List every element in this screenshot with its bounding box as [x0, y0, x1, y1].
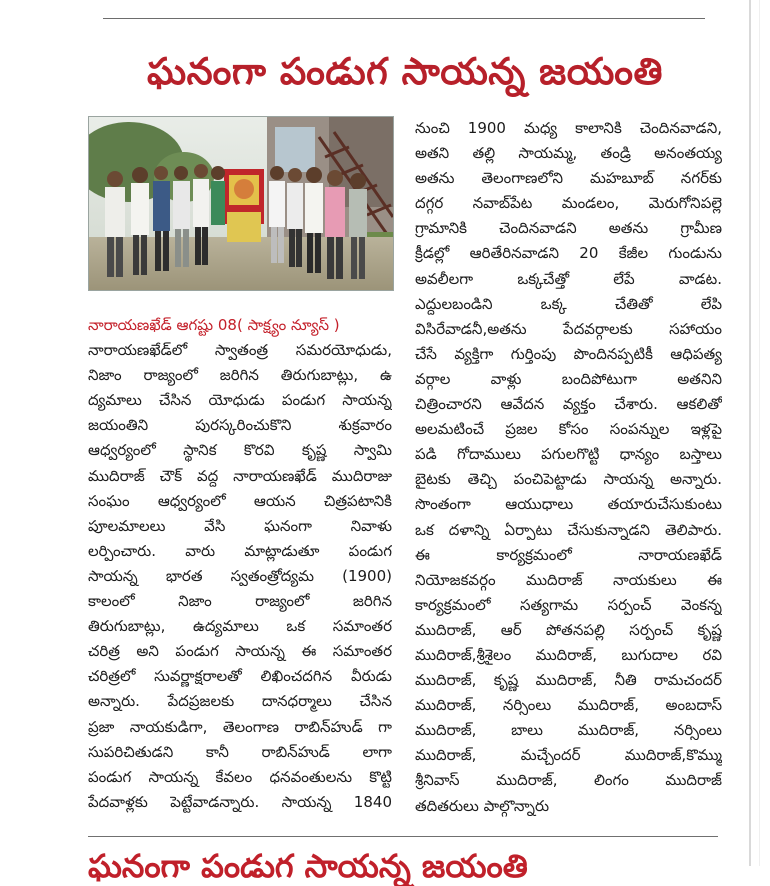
- page-edge: [749, 0, 751, 866]
- text-line: నిజాం రాజ్యంలో జరిగిన తిరుగుబాట్లు, ఉ: [88, 366, 392, 385]
- text-line: జయంతిని పురస్కరించుకొని శుక్రవారం: [88, 416, 392, 435]
- right-column: [415, 116, 722, 819]
- text-line: కార్యక్రమంలో సత్యగామ సర్పంచ్ వెంకన్న: [415, 595, 722, 614]
- left-column: [88, 313, 392, 815]
- text-line: ద్యమాలు చేసిన యోధుడు పండుగ సాయన్న: [88, 391, 392, 410]
- text-line: ప్రజా నాయకుడిగా, తెలంగాణ రాబిన్‌హుడ్ గా: [88, 717, 392, 736]
- text-line: సంఘం ఆధ్వర్యంలో ఆయన చిత్రపటానికి: [88, 491, 392, 510]
- text-line: లర్పించారు. వారు మాట్లాడుతూ పండుగ: [88, 541, 392, 560]
- text-line: ముదిరాజ్, ఆర్ పోతనపల్లి సర్పంచ్ కృష్ణ: [415, 620, 722, 639]
- text-line: ఈ కార్యక్రమంలో నారాయణఖేడ్: [415, 545, 722, 564]
- page-edge-shadow: [759, 0, 760, 866]
- text-line: అవలీలగా ఒక్కచేత్తో లేపే వాడట.: [415, 269, 722, 288]
- dateline: నారాయణఖేడ్ ఆగష్టు 08( సాక్ష్యం న్యూస్ ): [88, 316, 340, 334]
- text-line: చిత్రించారని ఆవేదన వ్యక్తం చేశారు. ఆకలితో: [415, 395, 722, 414]
- text-line: విసిరేవాడనీ,అతను పేదవర్గాలకు సహాయం: [415, 319, 722, 338]
- text-line: ముదిరాజ్, నర్సింలు ముదిరాజ్, అంబదాస్: [415, 696, 722, 715]
- text-line: నుంచి 1900 మధ్య కాలానికి చెందినవాడని,: [415, 119, 722, 137]
- text-line: పండుగ సాయన్న కేవలం ధనవంతులను కొట్టి: [88, 767, 392, 786]
- bottom-divider: [88, 836, 718, 837]
- text-line: ఆధ్వర్యంలో స్థానిక కొరవి కృష్ణ స్వామి: [88, 441, 392, 460]
- text-line: సాయన్న భారత స్వతంత్రోద్యమ (1900): [88, 566, 392, 585]
- text-line: ఎద్దులబండిని ఒక్క చేతితో లేపి: [415, 294, 722, 313]
- text-line: ముదిరాజ్, మచ్చేందర్ ముదిరాజ్,కొమ్ము: [415, 746, 722, 765]
- text-line: అతని తల్లి సాయమ్మ, తండ్రి అనంతయ్య: [415, 144, 722, 163]
- text-line: చేసే వ్యక్తిగా గుర్తింపు పొందినప్పటికీ ఆధిపత్య: [415, 344, 722, 363]
- top-divider: [103, 18, 705, 19]
- text-line: గ్రామానికి చెందినవాడని అతను గ్రామీణ: [415, 219, 722, 238]
- text-line: ముదిరాజ్, బాలు ముదిరాజ్, నర్సింలు: [415, 721, 722, 740]
- text-line: చరిత్రలో సువర్ణాక్షరాలతో లిఖించదగిన వీరుడు: [88, 667, 392, 686]
- text-line: నారాయణఖేడ్‌లో స్వాతంత్ర సమరయోధుడు,: [88, 341, 392, 360]
- text-line: కాలంలో నిజాం రాజ్యంలో జరిగిన: [88, 592, 392, 611]
- text-line: పేదవాళ్లకు పెట్టేవాడన్నారు. సాయన్న 1840: [88, 792, 392, 811]
- next-article-headline: ఘనంగా పండుగ సాయన్న జయంతి: [88, 847, 528, 885]
- article-headline: ఘనంగా పండుగ సాయన్న జయంతి: [147, 50, 663, 93]
- news-photo: [88, 116, 394, 291]
- text-line: నియోజకవర్గం ముదిరాజ్ నాయకులు ఈ: [415, 570, 722, 589]
- text-line: తిరుగుబాట్లు, ఉద్యమాలు ఒక సమాంతర: [88, 617, 392, 636]
- text-line: చరిత్ర అని పండుగ సాయన్న ఈ సమాంతర: [88, 642, 392, 661]
- text-line: అతను తెలంగాణలోని మహబూబ్ నగర్‌కు: [415, 169, 722, 188]
- text-line: ఒక దళాన్ని ఏర్పాటు చేసుకున్నాడని తెలిపారు.: [415, 520, 722, 539]
- text-line: పూలమాలలు వేసి ఘనంగా నివాళు: [88, 516, 392, 535]
- text-line: పడి గోదాములు పగులగొట్టి ధాన్యం బస్తాలు: [415, 445, 722, 464]
- text-line: శ్రీనివాస్ ముదిరాజ్, లింగం ముదిరాజ్: [415, 771, 722, 790]
- text-line: తదితరులు పాల్గొన్నారు: [415, 796, 550, 815]
- text-line: ముదిరాజ్, కృష్ణ ముదిరాజ్, నీతి రామచందర్: [415, 671, 722, 690]
- text-line: దగ్గర నవాబ్‌పేట మండలం, మెరుగోనిపల్లె: [415, 194, 722, 213]
- text-line: సుపరిచితుడని కానీ రాబిన్‌హుడ్ లాగా: [88, 742, 392, 761]
- text-line: బైటకు తెచ్చి పంచిపెట్టాడు సాయన్న అన్నారు.: [415, 470, 722, 489]
- text-line: సొంతంగా ఆయుధాలు తయారుచేసుకుంటు: [415, 495, 722, 514]
- text-line: క్రీడల్లో ఆరితేరినవాడని 20 కేజీల గుండును: [415, 244, 722, 263]
- text-line: ముదిరాజ్,శ్రీశైలం ముదిరాజ్, బుగుదాల రవి: [415, 645, 722, 664]
- text-line: అలమటించే ప్రజల కోసం సంపన్నుల ఇళ్లపై: [415, 420, 722, 439]
- text-line: అన్నారు. పేదప్రజలకు దానధర్మాలు చేసిన: [88, 692, 392, 711]
- text-line: వర్గాల వాళ్లు బందిపోటుగా అతనిని: [415, 369, 722, 388]
- text-line: ముదిరాజ్ చౌక్ వద్ద నారాయణఖేడ్ ముదిరాజు: [88, 466, 392, 485]
